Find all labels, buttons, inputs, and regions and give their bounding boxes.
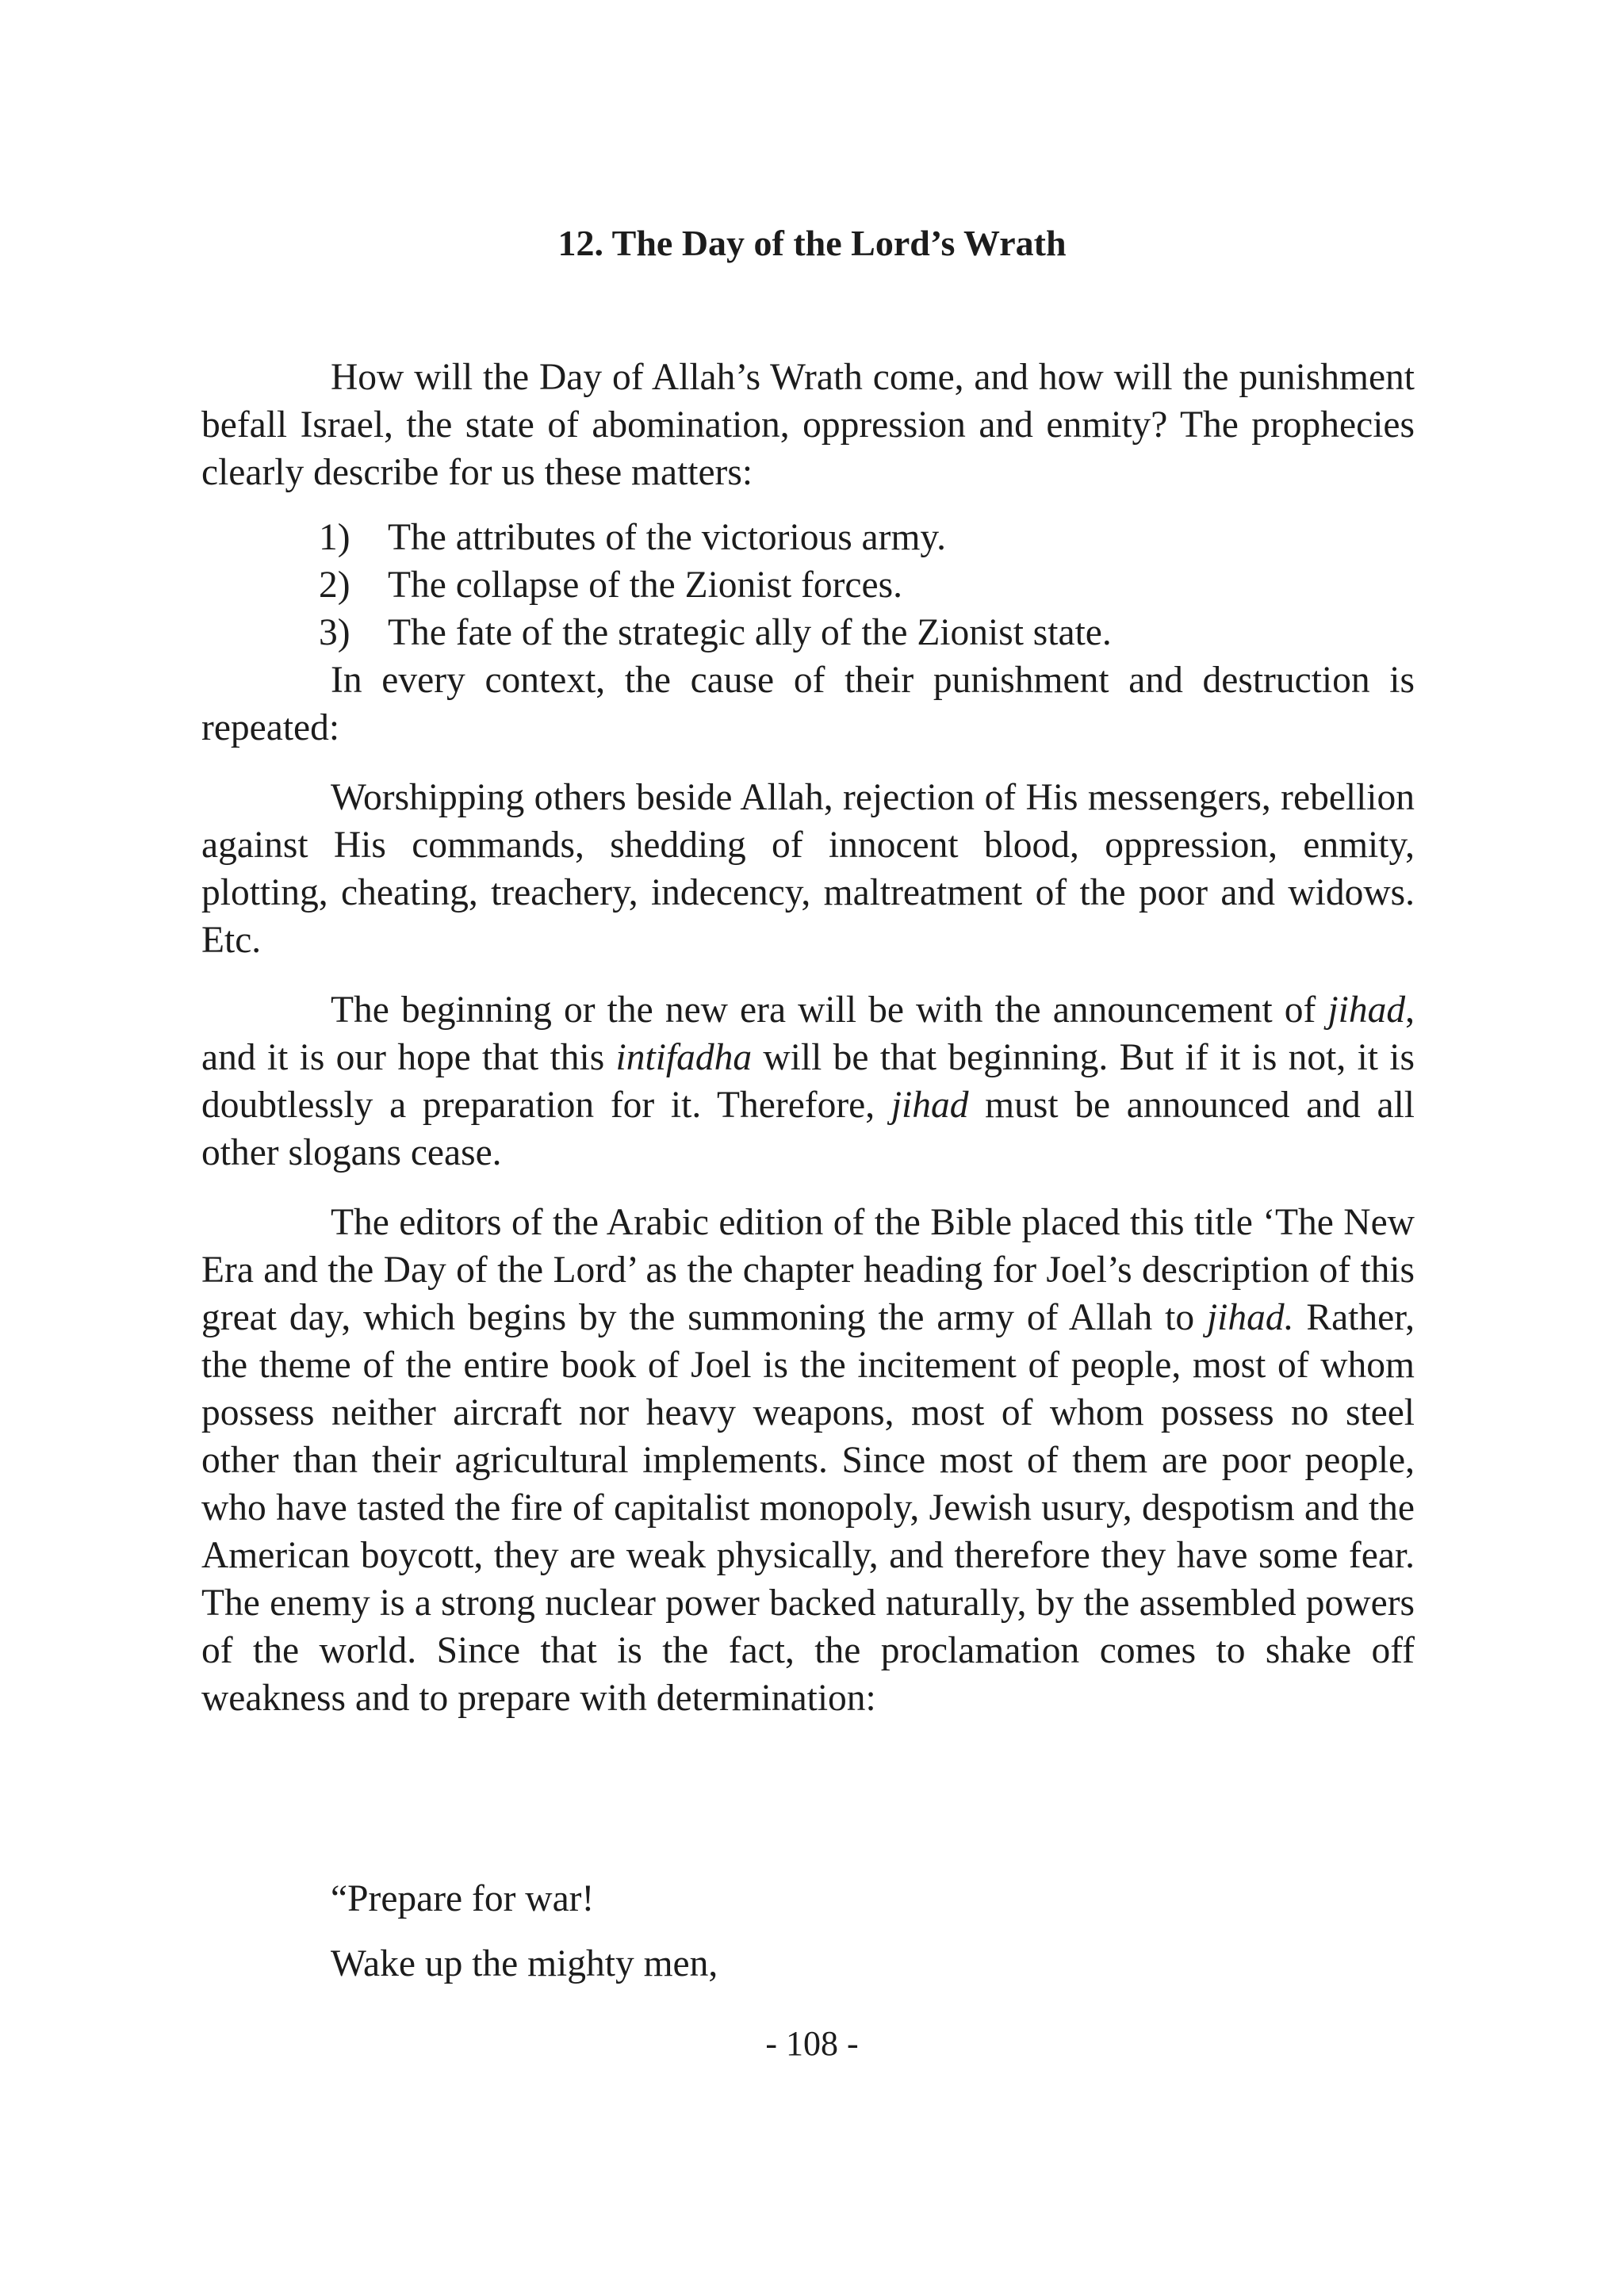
- editors-text-1: The editors of the Arabic edition of the Bible placed this title ‘The New Era and the Day of the Lord’ as the chapter heading for Joel’s description of this great day, which begins by the summoning the army of Allah to: [201, 1202, 1415, 1338]
- editors-paragraph: [201, 1199, 1415, 1722]
- jihad-term: jihad: [1327, 989, 1406, 1031]
- list-item-number: 2): [319, 564, 350, 606]
- beginning-text-2: , and it is our hope that this: [201, 989, 1415, 1078]
- intifadha-term: intifadha: [615, 1037, 753, 1078]
- list-item-number: 1): [319, 517, 350, 558]
- list-item-text: The fate of the strategic ally of the Zionist state.: [388, 612, 1112, 653]
- context-paragraph: In every context, the cause of their punishment and destruction is repeated:: [201, 660, 1415, 748]
- list-item-number: 3): [319, 612, 350, 653]
- verse-line: “Prepare for war!: [331, 1878, 595, 1919]
- list-item: [201, 561, 1415, 609]
- beginning-text-3: will be that beginning. But if it is not, it is doubtlessly a preparation for it. Therefore,: [201, 1037, 1415, 1126]
- chapter-heading: 12. The Day of the Lord’s Wrath: [557, 223, 1067, 263]
- jihad-term: jihad: [891, 1085, 969, 1126]
- editors-text-2: Rather, the theme of the entire book of Joel is the incitement of people, most of whom possess neither aircraft nor heavy weapons, most of whom possess no steel other than their agricultural implements. Since most of them are poor people, who have tasted the fire of capitalist monopoly, Jewish usury, despotism and the American boycott, they are weak physically, and therefore they have some fear. The enemy is a strong nuclear power backed naturally, by the assembled powers of the world. Since that is the fact, the proclamation comes to shake off weakness and to prepare with determination:: [201, 1297, 1415, 1719]
- jihad-term: jihad.: [1206, 1297, 1294, 1338]
- page-number: - 108 -: [765, 2024, 859, 2063]
- points-list: [201, 514, 1415, 656]
- list-item: [201, 514, 1415, 561]
- verse-line: Wake up the mighty men,: [331, 1943, 718, 1984]
- causes-paragraph: Worshipping others beside Allah, rejection of His messengers, rebellion against His commands, shedding of innocent blood, oppression, enmity, plotting, cheating, treachery, indecency, maltreatment of the poor and widows. Etc.: [201, 777, 1415, 961]
- list-item-text: The attributes of the victorious army.: [388, 517, 946, 558]
- list-item: [201, 609, 1415, 656]
- beginning-text-1: The beginning or the new era will be with the announcement of: [331, 989, 1328, 1031]
- beginning-text-4: must be announced and all other slogans cease.: [201, 1085, 1415, 1173]
- body-block-top: [201, 354, 1415, 1744]
- beginning-paragraph: [201, 986, 1415, 1177]
- intro-paragraph: How will the Day of Allah’s Wrath come, and how will the punishment befall Israel, the state of abomination, oppression and enmity? The prophecies clearly describe for us these matters:: [201, 357, 1415, 493]
- list-item-text: The collapse of the Zionist forces.: [388, 564, 902, 606]
